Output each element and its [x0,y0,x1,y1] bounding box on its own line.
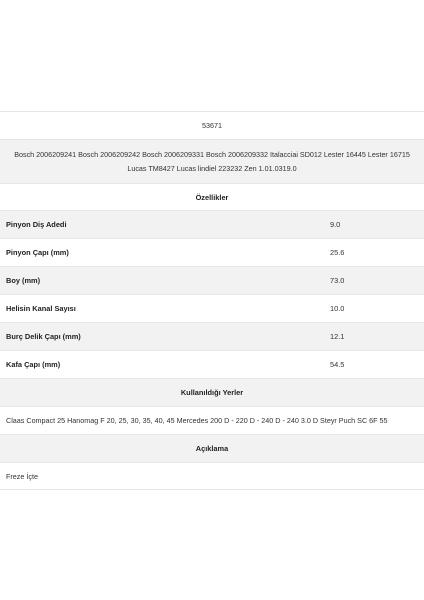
usage-text: Claas Compact 25 Hanomag F 20, 25, 30, 35, 40, 45 Mercedes 200 D - 220 D - 240 D - 240 3.0 D Steyr Puch SC 6F 55 [6,416,388,425]
spec-row [0,267,424,295]
spec-label: Burç Delik Çapı (mm) [6,332,81,341]
spec-label: Kafa Çapı (mm) [6,360,61,369]
spec-label: Helisin Kanal Sayısı [6,304,76,313]
usage-section-header [0,379,424,407]
description-section-header [0,435,424,463]
spec-row [0,351,424,379]
spec-value: 12.1 [330,332,345,341]
spec-value: 25.6 [330,248,345,257]
spec-row [0,295,424,323]
product-code: 53671 [202,120,222,130]
usage-row [0,407,424,435]
usage-title: Kullanıldığı Yerler [180,388,244,397]
product-code-row [0,112,424,140]
spec-value: 73.0 [330,276,345,285]
spec-value: 54.5 [330,360,345,369]
spec-label: Pinyon Diş Adedi [6,220,67,229]
spec-row [0,211,424,239]
specs-section-header [0,184,424,211]
spec-label: Boy (mm) [6,276,41,285]
spec-row [0,323,424,351]
description-title: Açıklama [195,444,229,453]
spec-value: 9.0 [330,220,341,229]
spec-value: 10.0 [330,304,345,313]
description-text: Freze İçte [6,471,38,481]
specs-title: Özellikler [195,192,229,202]
spec-label: Pinyon Çapı (mm) [6,248,69,257]
spec-table [0,111,424,490]
description-row [0,463,424,490]
spec-row [0,239,424,267]
oem-references-row [0,140,424,184]
oem-references: Bosch 2006209241 Bosch 2006209242 Bosch 2006209331 Bosch 2006209332 Italacciai SD012 Lester 16445 Lester 16715 Lucas TM8427 Lucas lindiel 223232 Zen 1.01.0319.0 [14,149,410,173]
